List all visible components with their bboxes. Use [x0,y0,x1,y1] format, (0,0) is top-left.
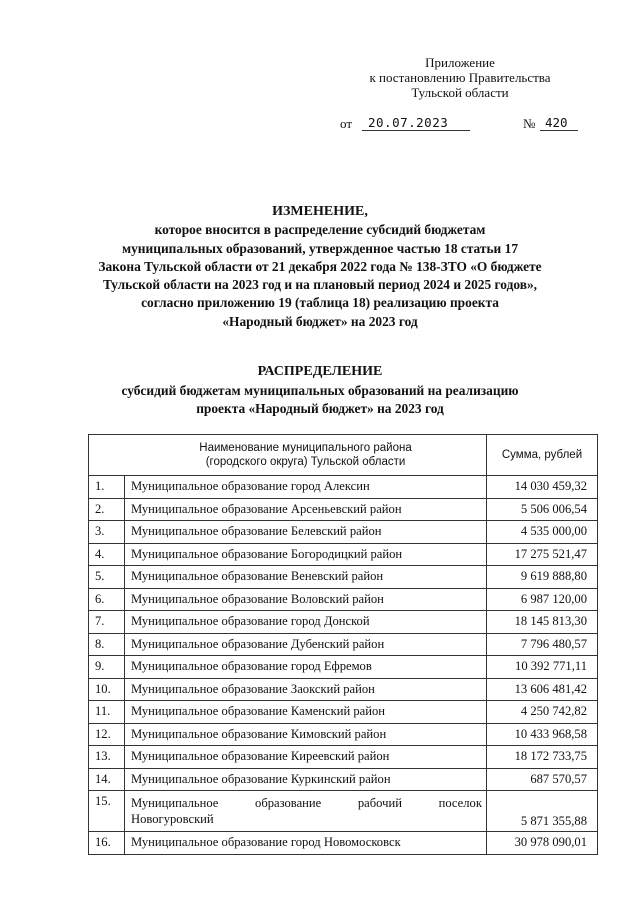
from-label: от [340,116,353,131]
appendix-line-3: Тульской области [411,85,509,100]
row-sum: 4 535 000,00 [487,521,598,544]
table-row [89,566,598,589]
row-number: 7. [89,611,125,634]
change-heading: ИЗМЕНЕНИЕ, [272,204,368,219]
row-sum: 13 606 481,42 [487,678,598,701]
row-sum: 9 619 888,80 [487,566,598,589]
row-name: Муниципальное образование Дубенский район [125,633,487,656]
row-number: 3. [89,521,125,544]
distribution-table [88,434,598,855]
row-sum: 6 987 120,00 [487,588,598,611]
row-sum: 7 796 480,57 [487,633,598,656]
row-name-line-2: Новогуровский [131,812,214,826]
table-row [89,768,598,791]
appendix-line-2: к постановлению Правительства [369,70,551,85]
row-number: 12. [89,723,125,746]
row-sum: 30 978 090,01 [487,832,598,855]
table-header-row [89,435,598,476]
appendix-line-1: Приложение [425,55,495,70]
row-name: Муниципальное образование Киреевский район [125,746,487,769]
distribution-line: проекта «Народный бюджет» на 2023 год [196,401,444,416]
table-row [89,832,598,855]
distribution-heading: РАСПРЕДЕЛЕНИЕ [257,364,383,379]
table-row [89,791,598,832]
decree-number: 420 [545,115,568,130]
row-sum: 18 172 733,75 [487,746,598,769]
change-line: согласно приложению 19 (таблица 18) реализацию проекта [141,295,499,311]
table-row [89,588,598,611]
row-sum: 687 570,57 [487,768,598,791]
decree-date: 20.07.2023 [368,115,449,130]
change-line: Закона Тульской области от 21 декабря 2022 года № 138-ЗТО «О бюджете [98,258,542,274]
table-row [89,678,598,701]
row-number: 8. [89,633,125,656]
change-line: Тульской области на 2023 год и на плановый период 2024 и 2025 годов», [103,277,537,293]
row-name: Муниципальное образование Заокский район [125,678,487,701]
row-number: 2. [89,498,125,521]
table-row [89,543,598,566]
appendix-block [340,55,580,100]
table-row [89,656,598,679]
change-line: муниципальных образований, утвержденное частью 18 статьи 17 [121,240,519,256]
row-sum: 5 871 355,88 [487,791,598,832]
distribution-line: субсидий бюджетам муниципальных образований на реализацию [121,382,519,398]
row-sum: 18 145 813,30 [487,611,598,634]
row-number: 1. [89,476,125,499]
row-name: Муниципальное образование Каменский район [125,701,487,724]
table-row [89,633,598,656]
row-number: 6. [89,588,125,611]
row-name: Муниципальное образование Белевский район [125,521,487,544]
row-name [125,791,487,832]
table-row [89,476,598,499]
row-sum: 4 250 742,82 [487,701,598,724]
row-name: Муниципальное образование город Алексин [125,476,487,499]
row-number: 10. [89,678,125,701]
header-name-line-1: Наименование муниципального района [199,442,412,454]
table-row [89,611,598,634]
row-name: Муниципальное образование город Донской [125,611,487,634]
row-sum: 10 433 968,58 [487,723,598,746]
row-number: 9. [89,656,125,679]
table-row [89,746,598,769]
row-number: 13. [89,746,125,769]
change-line: «Народный бюджет» на 2023 год [222,313,418,329]
header-name [89,435,487,476]
table-row [89,498,598,521]
number-label: № [523,116,536,131]
table-row [89,521,598,544]
table-row [89,723,598,746]
row-number: 16. [89,832,125,855]
row-name: Муниципальное образование Куркинский район [125,768,487,791]
row-number: 4. [89,543,125,566]
header-name-line-2: (городского округа) Тульской области [205,456,406,468]
row-number: 15. [89,791,125,832]
row-number: 5. [89,566,125,589]
row-sum: 14 030 459,32 [487,476,598,499]
row-name-word: образование [255,796,322,810]
row-name: Муниципальное образование Веневский район [125,566,487,589]
row-name: Муниципальное образование Богородицкий район [125,543,487,566]
row-number: 14. [89,768,125,791]
row-number: 11. [89,701,125,724]
row-name-word: Муниципальное [131,796,219,810]
row-name: Муниципальное образование Кимовский район [125,723,487,746]
header-sum: Сумма, рублей [487,435,598,476]
row-sum: 10 392 771,11 [487,656,598,679]
row-name-line-1 [131,795,482,811]
number-underline [540,130,578,131]
date-underline [362,130,470,131]
change-line: которое вносится в распределение субсидий бюджетам [154,222,486,238]
row-sum: 5 506 006,54 [487,498,598,521]
row-name: Муниципальное образование Арсеньевский район [125,498,487,521]
row-name: Муниципальное образование город Ефремов [125,656,487,679]
row-name: Муниципальное образование город Новомосковск [125,832,487,855]
change-title-block [60,203,580,331]
row-name: Муниципальное образование Воловский район [125,588,487,611]
row-name-word: рабочий [357,796,402,810]
distribution-title-block [60,363,580,419]
table-row [89,701,598,724]
row-name-word: поселок [438,796,482,810]
row-sum: 17 275 521,47 [487,543,598,566]
